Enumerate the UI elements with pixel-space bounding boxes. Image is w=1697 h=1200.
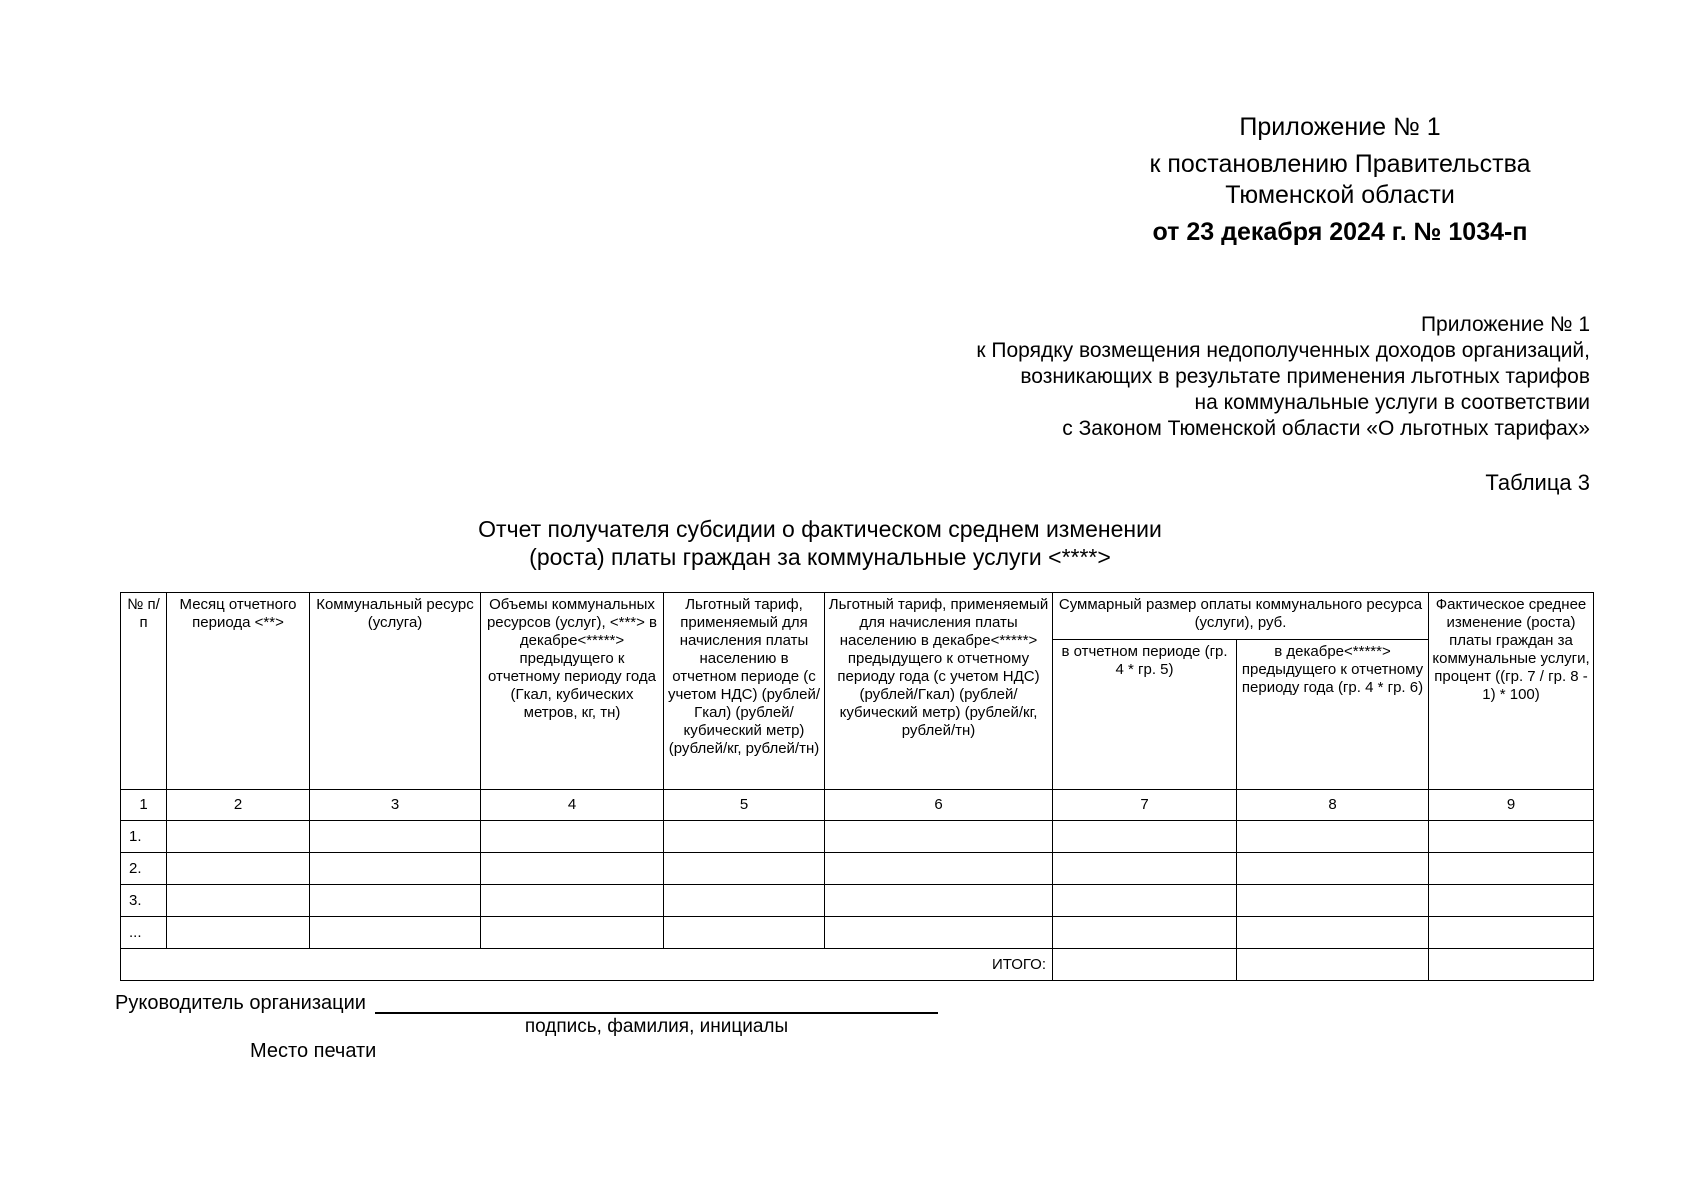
table-row (121, 917, 1594, 949)
header-row-number: № п/п (121, 593, 167, 790)
appendix-main-ref-line1: к постановлению Правительства (1149, 150, 1531, 178)
table-cell (167, 885, 310, 917)
table-cell (167, 917, 310, 949)
table-cell (310, 853, 481, 885)
appendix-main-block (1090, 112, 1590, 248)
table-cell (1429, 885, 1594, 917)
table-cell (825, 885, 1053, 917)
table-cell (1429, 917, 1594, 949)
table-cell (1053, 885, 1237, 917)
seal-place: Место печати (250, 1040, 377, 1062)
total-cell (1429, 949, 1594, 981)
table-cell (481, 821, 664, 853)
row-number: 2. (121, 853, 167, 885)
table-cell (481, 885, 664, 917)
signature-caption: подпись, фамилия, инициалы (524, 1016, 789, 1037)
table-cell (310, 917, 481, 949)
table-cell (825, 821, 1053, 853)
column-number: 3 (310, 790, 481, 821)
header-resource: Коммунальный ресурс (услуга) (310, 593, 481, 790)
table-cell (310, 821, 481, 853)
row-number: 1. (121, 821, 167, 853)
total-cell (1237, 949, 1429, 981)
report-table (120, 592, 1594, 981)
report-title (320, 515, 1320, 571)
column-number: 1 (121, 790, 167, 821)
column-number: 6 (825, 790, 1053, 821)
total-row (121, 949, 1594, 981)
report-title-line2: (роста) платы граждан за коммунальные услуги <****> (529, 544, 1111, 570)
appendix-main-title: Приложение № 1 (1239, 113, 1441, 141)
appendix-order-title: Приложение № 1 (1420, 313, 1590, 336)
table-row (121, 885, 1594, 917)
total-cell (1053, 949, 1237, 981)
appendix-order-line2: возникающих в результате применения льготных тарифов (1020, 365, 1590, 388)
table-cell (167, 853, 310, 885)
header-actual-change: Фактическое среднее изменение (роста) платы граждан за коммунальные услуги, процент ((гр. 7 / гр. 8 - 1) * 100) (1429, 593, 1594, 790)
table-cell (664, 853, 825, 885)
column-number: 5 (664, 790, 825, 821)
table-cell (664, 917, 825, 949)
table-cell (1237, 885, 1429, 917)
table-cell (167, 821, 310, 853)
table-cell (1429, 853, 1594, 885)
appendix-main-date-number: от 23 декабря 2024 г. № 1034-п (1152, 218, 1528, 246)
total-label: ИТОГО: (121, 949, 1053, 981)
table-cell (825, 917, 1053, 949)
table-row (121, 853, 1594, 885)
table-cell (1053, 917, 1237, 949)
table-cell (1237, 821, 1429, 853)
header-total-payment-group: Суммарный размер оплаты коммунального ресурса (услуги), руб. (1053, 593, 1429, 640)
column-number: 8 (1237, 790, 1429, 821)
table-cell (825, 853, 1053, 885)
header-tariff-current: Льготный тариф, применяемый для начисления платы населению в отчетном периоде (с учетом НДС) (рублей/Гкал) (рублей/кубический метр) (рублей/кг, рублей/тн) (664, 593, 825, 790)
table-cell (664, 885, 825, 917)
header-payment-current: в отчетном периоде (гр. 4 * гр. 5) (1053, 640, 1237, 790)
table-header-row-1 (121, 593, 1594, 640)
column-number: 4 (481, 790, 664, 821)
table-cell (664, 821, 825, 853)
table-label: Таблица 3 (1485, 470, 1590, 495)
row-number: ... (121, 917, 167, 949)
table-cell (1237, 853, 1429, 885)
header-payment-december: в декабре<*****> предыдущего к отчетному периоду года (гр. 4 * гр. 6) (1237, 640, 1429, 790)
table-cell (1053, 853, 1237, 885)
table-cell (1429, 821, 1594, 853)
appendix-order-line4: с Законом Тюменской области «О льготных тарифах» (1062, 417, 1590, 440)
column-numbers-row (121, 790, 1594, 821)
report-title-line1: Отчет получателя субсидии о фактическом среднем изменении (478, 516, 1162, 542)
signature-line (375, 1012, 938, 1014)
row-number: 3. (121, 885, 167, 917)
table-row (121, 821, 1594, 853)
appendix-order-line1: к Порядку возмещения недополученных доходов организаций, (976, 339, 1590, 362)
appendix-order-line3: на коммунальные услуги в соответствии (1194, 391, 1590, 414)
column-number: 9 (1429, 790, 1594, 821)
appendix-main-ref-line2: Тюменской области (1225, 181, 1455, 209)
header-month: Месяц отчетного периода <**> (167, 593, 310, 790)
column-number: 7 (1053, 790, 1237, 821)
table-cell (1237, 917, 1429, 949)
signer-label: Руководитель организации (115, 992, 366, 1014)
table-cell (1053, 821, 1237, 853)
column-number: 2 (167, 790, 310, 821)
header-volumes: Объемы коммунальных ресурсов (услуг), <***> в декабре<*****> предыдущего к отчетному периоду года (Гкал, кубических метров, кг, тн) (481, 593, 664, 790)
table-cell (310, 885, 481, 917)
header-tariff-december: Льготный тариф, применяемый для начисления платы населению в декабре<*****> предыдущего к отчетному периоду года (с учетом НДС) (рублей/Гкал) (рублей/кубический метр) (рублей/кг, рублей/тн) (825, 593, 1053, 790)
table-cell (481, 853, 664, 885)
table-cell (481, 917, 664, 949)
appendix-order-block (700, 312, 1590, 442)
